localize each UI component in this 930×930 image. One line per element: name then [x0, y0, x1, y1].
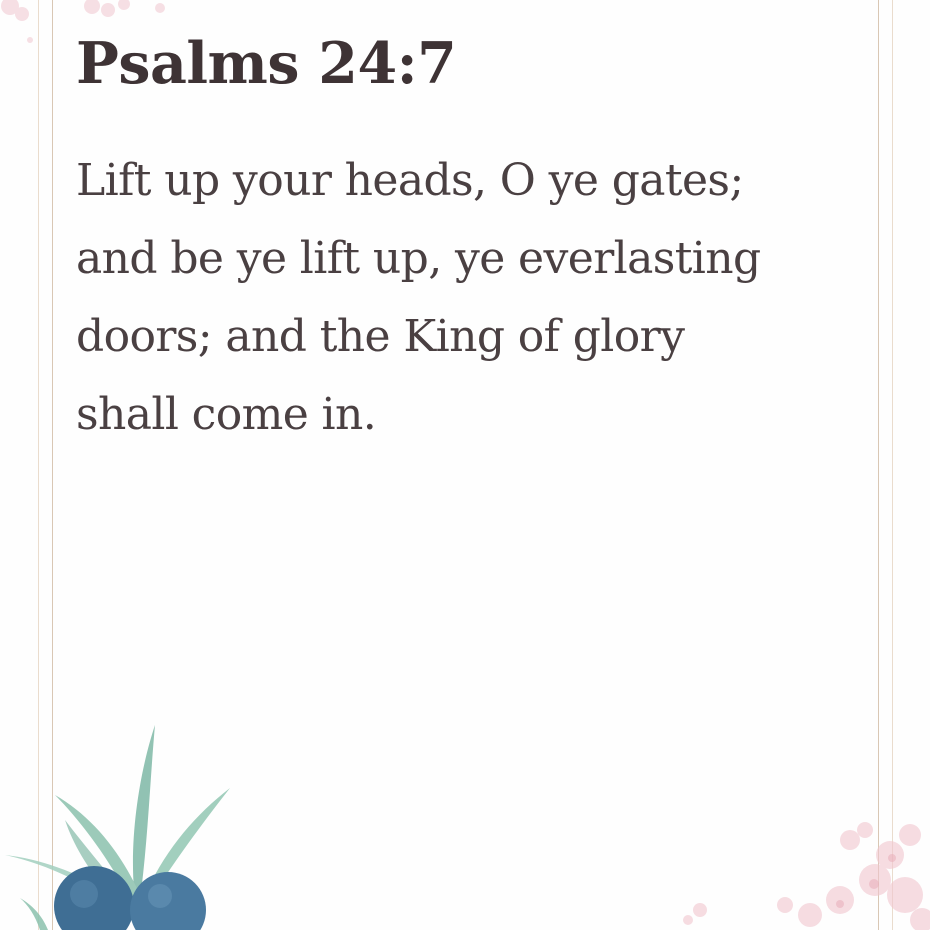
frame-line-left-outer — [38, 0, 39, 930]
frame-line-right-outer — [892, 0, 893, 930]
verse-text — [76, 142, 856, 454]
blossom-decoration-bottom-right — [660, 800, 930, 930]
verse-reference: Psalms 24:7 — [76, 30, 457, 97]
frame-line-right-inner — [878, 0, 879, 930]
verse-line: Lift up your heads, O ye gates; — [76, 155, 744, 206]
blueberry-sprig-illustration — [0, 700, 260, 930]
verse-line: shall come in. — [76, 389, 377, 440]
frame-line-left-inner — [52, 0, 53, 930]
verse-line: doors; and the King of glory — [76, 311, 685, 362]
verse-line: and be ye lift up, ye everlasting — [76, 233, 761, 284]
